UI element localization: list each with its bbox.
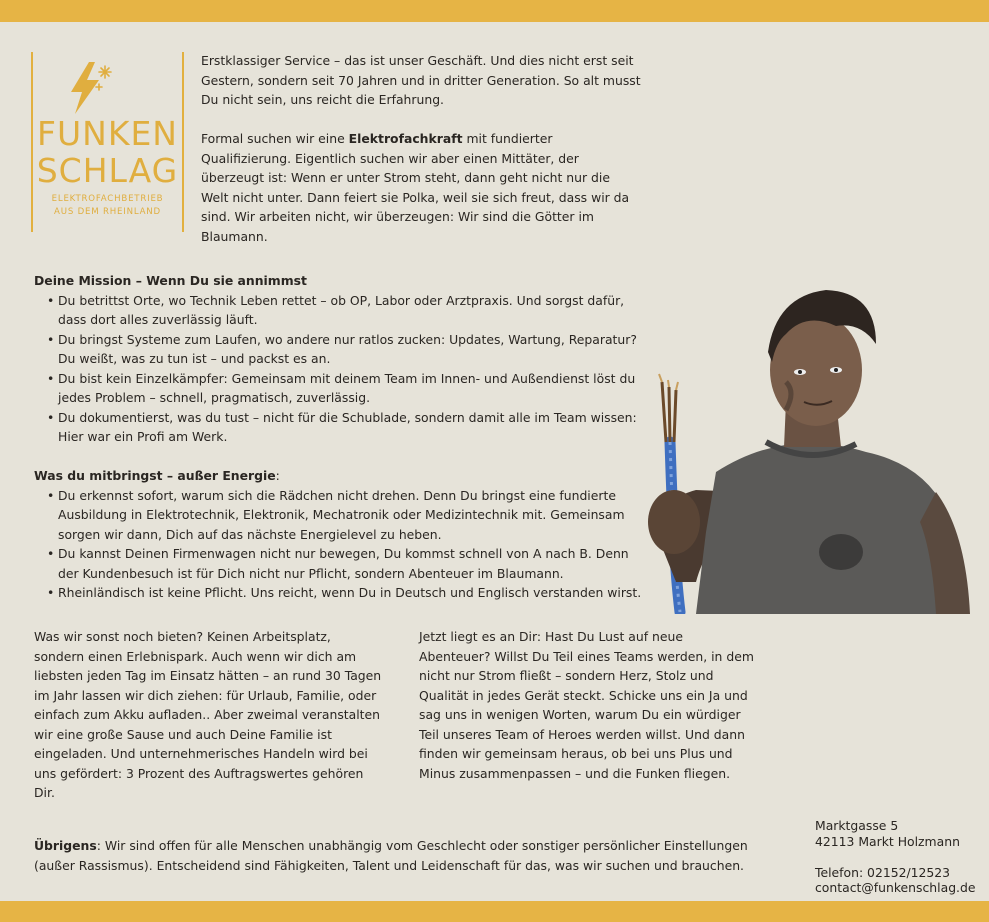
bottom-accent-bar (0, 901, 989, 922)
electrician-photo (636, 282, 976, 614)
list-item: • Du erkennst sofort, warum sich die Rädchen nicht drehen. Denn Du bringst eine fundierte Ausbildung in Elektrotechnik, Elektronik, Mechatronik oder Medizintechnik mit. Gemeinsam sorgen wir dann, Dich auf das nächste Energielevel zu heben. (34, 486, 646, 545)
list-item: • Du dokumentierst, was du tust – nicht für die Schublade, sondern damit alle im Team wissen: Hier war ein Profi am Werk. (34, 408, 646, 447)
call-to-action-text: Jetzt liegt es an Dir: Hast Du Lust auf neue Abenteuer? Willst Du Teil eines Teams werden, in dem nicht nur Strom fließt – sondern Herz, Stolz und Qualität in jedes Gerät steckt. Schicke uns ein Ja und sag uns in wenigen Worten, warum Du ein würdiger Teil unseres Team of Heroes werden willst. Und dann finden wir gemeinsam heraus, ob bei uns Plus und Minus zusammenpassen – und die Funken fliegen. (419, 629, 754, 781)
mission-heading: Deine Mission – Wenn Du sie annimmst (34, 273, 307, 288)
logo-word-funken: FUNKEN (37, 114, 178, 153)
mission-list (34, 291, 646, 447)
contact-phone[interactable]: Telefon: 02152/12523 (815, 864, 951, 880)
intro-paragraph-1: Erstklassiger Service – das ist unser Geschäft. Und dies nicht erst seit Gestern, sondern seit 70 Jahren und in dritter Generation. So alt musst Du nicht sein, uns reicht die Erfahrung. (201, 53, 641, 107)
list-item: • Du bist kein Einzelkämpfer: Gemeinsam mit deinem Team im Innen- und Außendienst löst du jedes Problem – schnell, pragmatisch, zuverlässig. (34, 369, 646, 408)
job-title-highlight: Elektrofachkraft (348, 131, 463, 146)
requirements-section (34, 466, 646, 603)
logo-subtitle-line2: AUS DEM RHEINLAND (54, 207, 161, 217)
requirements-heading-text: Was du mitbringst – außer Energie (34, 468, 276, 483)
diversity-note-lead: Übrigens (34, 838, 97, 853)
list-item: • Rheinländisch ist keine Pflicht. Uns reicht, wenn Du in Deutsch und Englisch verstanden wirst. (34, 583, 646, 603)
intro-p2-rest: mit fundierter Qualifizierung. Eigentlich suchen wir aber einen Mittäter, der überzeugt ist: Wenn er unter Strom steht, dann geht nicht nur die Welt nicht unter. Dann feiert sie Polka, weil sie sich freut, dass wir da sind. Wir arbeiten nicht, wir überzeugen: Wir sind die Götter im Blaumann. (201, 131, 630, 244)
address-street: Marktgasse 5 (815, 818, 899, 833)
intro-paragraph-2 (201, 129, 641, 246)
contact-spacer (815, 849, 985, 865)
list-item: • Du kannst Deinen Firmenwagen nicht nur bewegen, Du kommst schnell von A nach B. Denn der Kundenbesuch ist für Dich nicht nur Pflicht, sondern Abenteuer im Blaumann. (34, 544, 646, 583)
diversity-note-text: : Wir sind offen für alle Menschen unabhängig vom Geschlecht oder sonstiger persönlicher Einstellungen (außer Rassismus). Entscheidend sind Fähigkeiten, Talent und Leidenschaft für das, was wir suchen und brauchen. (34, 838, 748, 873)
top-accent-bar (0, 0, 989, 22)
intro-text (201, 51, 641, 246)
mission-section (34, 271, 646, 447)
logo-word-schlag: SCHLAG (36, 151, 179, 190)
requirements-list (34, 486, 646, 603)
intro-p2-lead: Formal suchen wir eine (201, 131, 349, 146)
requirements-heading (34, 466, 646, 486)
list-item: • Du bringst Systeme zum Laufen, wo andere nur ratlos zucken: Updates, Wartung, Reparatur? Du weißt, was zu tun ist – und packst es an. (34, 330, 646, 369)
lightning-bolt-icon (55, 58, 115, 114)
company-logo (31, 52, 184, 232)
logo-subtitle-line1: ELEKTROFACHBETRIEB (51, 194, 164, 204)
contact-block (815, 818, 985, 896)
benefits-text: Was wir sonst noch bieten? Keinen Arbeitsplatz, sondern einen Erlebnispark. Auch wenn wir dich am liebsten jeden Tag im Einsatz hätten – an rund 30 Tagen im Jahr lassen wir dich ziehen: für Urlaub, Familie, oder einfach zum Akku aufladen.. Aber zweimal veranstalten wir eine große Sause und auch Deine Familie ist eingeladen. Und unternehmerisches Handeln wird bei uns gefördert: 3 Prozent des Auftragswertes gehören Dir. (34, 629, 382, 800)
address-city: 42113 Markt Holzmann (815, 833, 960, 849)
list-item: • Du betrittst Orte, wo Technik Leben rettet – ob OP, Labor oder Arztpraxis. Und sorgst dafür, dass dort alles zuverlässig läuft. (34, 291, 646, 330)
contact-email[interactable]: contact@funkenschlag.de (815, 880, 976, 895)
requirements-heading-colon: : (275, 468, 280, 483)
diversity-note (34, 836, 774, 875)
